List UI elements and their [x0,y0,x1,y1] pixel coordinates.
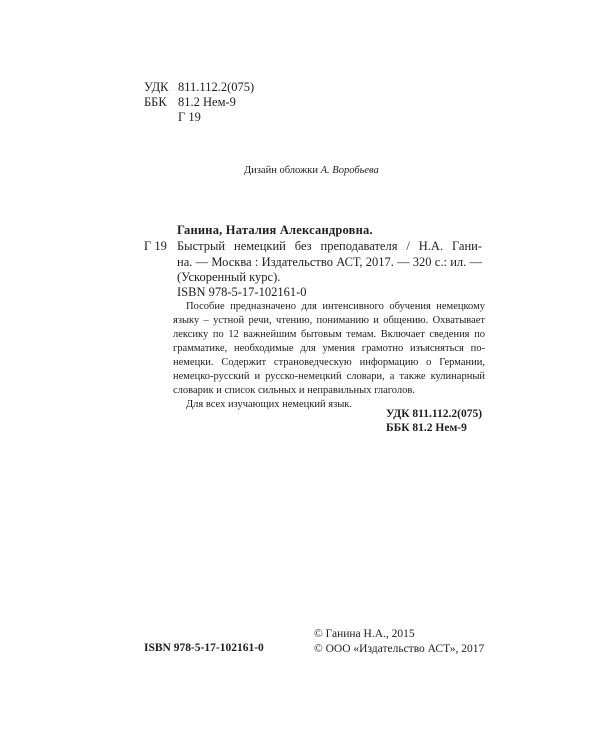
annotation-line: немецко-русский и русско-немецкий словари, а также кулинарный [173,371,485,382]
isbn-bottom: ISBN 978-5-17-102161-0 [144,642,264,654]
copyright-publisher: © ООО «Издательство АСТ», 2017 [314,643,485,655]
copyright-author: © Ганина Н.А., 2015 [314,628,415,640]
bbk-value: 81.2 Нем-9 [178,95,236,109]
annotation-line: грамматике, необходимые для умения грамотно изъясняться по- [173,343,485,354]
annotation-line: словарик и список сильных и неправильных глаголов. [173,385,415,396]
cover-design-credit [244,165,379,176]
classification-bottom [386,407,482,435]
annotation-line: языку – устной речи, чтению, пониманию и общению. Охватывает [173,315,485,326]
bbk-bottom: ББК 81.2 Нем-9 [386,422,467,434]
annotation [173,300,485,412]
classification-top [144,80,254,125]
udk-bottom: УДК 811.112.2(075) [386,408,483,420]
bibliographic-record [177,239,482,286]
bbk-label: ББК [144,95,167,109]
annotation-line: лексику по 12 важнейшим бытовым темам. Включает сведения по [173,329,485,340]
copyright-block [314,627,484,657]
annotation-line: немецки. Содержит страноведческую информацию о Германии, [173,357,485,368]
author-mark: Г 19 [144,239,167,253]
annotation-line: Пособие предназначено для интенсивного обучения немецкому [186,301,485,312]
cover-designer-name: А. Воробьева [320,165,379,176]
isbn-record: ISBN 978-5-17-102161-0 [177,285,307,299]
bbk-row [144,95,254,110]
udk-row [144,80,254,95]
author-mark-top: Г 19 [178,110,201,124]
author-mark-row [144,110,254,125]
biblio-line: Быстрый немецкий без преподавателя / Н.А. Гани- [177,239,482,253]
udk-value: 811.112.2(075) [178,80,255,94]
biblio-line: (Ускоренный курс). [177,270,281,284]
author-name: Ганина, Наталия Александровна. [177,223,373,237]
cover-design-prefix: Дизайн обложки [244,165,318,176]
biblio-line: на. — Москва : Издательство АСТ, 2017. — 320 с.: ил. — [177,254,482,269]
annotation-audience: Для всех изучающих немецкий язык. [186,399,353,410]
udk-label: УДК [144,80,169,94]
